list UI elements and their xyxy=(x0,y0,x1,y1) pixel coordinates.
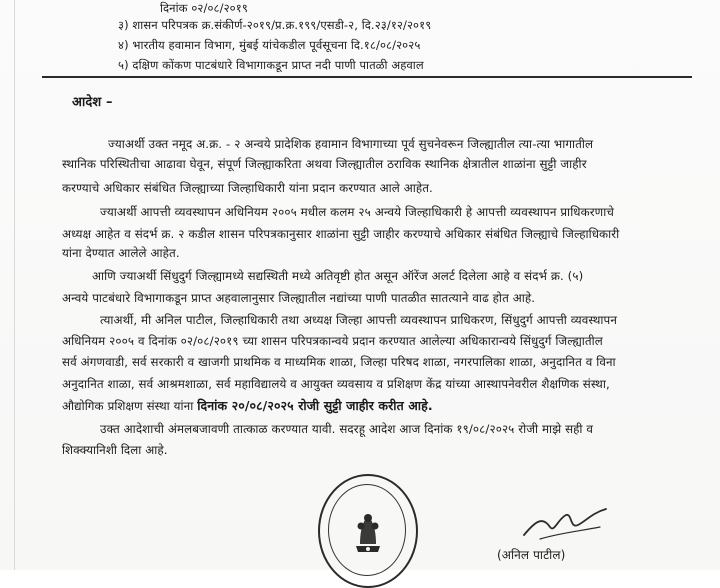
signature-icon xyxy=(520,505,610,545)
signatory-name: (अनिल पाटील) xyxy=(497,548,566,562)
section-divider xyxy=(42,76,692,78)
reference-item-3: ३) शासन परिपत्रक क्र.संकीर्ण-२०१९/प्र.क्र.१९९/एसडी-२, दि.२३/१२/२०१९ xyxy=(118,18,432,32)
reference-item-5: ५) दक्षिण कोंकण पाटबंधारे विभागाकडून प्राप्त नदी पाणी पातळी अहवाल xyxy=(118,58,424,72)
paragraph-line: उक्त आदेशाची अंमलबजावणी तात्काळ करण्यात यावी. सदरहू आदेश आज दिनांक १९/०८/२०२५ रोजी माझे सही व xyxy=(100,422,594,436)
page-edge xyxy=(14,0,15,570)
paragraph-line: सर्व अंगणवाडी, सर्व सरकारी व खाजगी प्राथमिक व माध्यमिक शाळा, जिल्हा परिषद शाळा, नगरपालिका शाळा, अनुदानित व विना xyxy=(62,355,616,369)
paragraph-line: आणि ज्याअर्थी सिंधुदुर्ग जिल्ह्यामध्ये सद्यस्थिती मध्ये अतिवृष्टी होत असून ऑरेंज अलर्ट दिलेला आहे व संदर्भ क्र. (५) xyxy=(92,269,584,283)
national-emblem-icon xyxy=(346,506,390,558)
official-seal xyxy=(318,474,418,588)
paragraph-line: अन्वये पाटबंधारे विभागाकडून प्राप्त अहवालानुसार जिल्ह्यातील नद्यांच्या पाणी पातळीत सातत्याने वाढ होत आहे. xyxy=(62,291,536,305)
paragraph-line: ज्याअर्थी आपत्ती व्यवस्थापन अधिनियम २००५ मधील कलम २५ अन्वये जिल्हाधिकारी हे आपत्ती व्यवस्थापन प्राधिकरणाचे xyxy=(100,205,614,219)
paragraph-line: शिक्क्यानिशी दिला आहे. xyxy=(62,443,168,457)
paragraph-line: अधिनियम २००५ व दिनांक ०२/०८/२०१९ च्या शासन परिपत्रकान्वये प्रदान करण्यात आलेल्या अधिकारान्वये सिंधुदुर्ग जिल्ह्यातील xyxy=(62,334,603,348)
paragraph-line: ज्याअर्थी उक्त नमूद अ.क्र. - २ अन्वये प्रादेशिक हवामान विभागाच्या पूर्व सुचनेवरून जिल्ह्यातील त्या-त्या भागातील xyxy=(108,137,594,151)
paragraph-text: औद्योगिक प्रशिक्षण संस्था यांना xyxy=(62,399,198,413)
paragraph-line: अनुदानित शाळा, सर्व आश्रमशाळा, सर्व महाविद्यालये व आयुक्त व्यवसाय व प्रशिक्षण केंद्र यांच्या आस्थापनेवरील शैक्षणिक संस्था, xyxy=(62,377,610,391)
reference-date: दिनांक ०२/०८/२०१९ xyxy=(160,1,248,15)
paragraph-line: त्याअर्थी, मी अनिल पाटील, जिल्हाधिकारी तथा अध्यक्ष जिल्हा आपत्ती व्यवस्थापन प्राधिकरण, सिंधुदुर्ग आपत्ती व्यवस्थापन xyxy=(100,313,617,327)
order-heading: आदेश – xyxy=(72,95,113,110)
holiday-declaration: दिनांक २०/०८/२०२५ रोजी सुट्टी जाहीर करीत आहे. xyxy=(197,398,433,413)
paragraph-line xyxy=(62,398,433,414)
paragraph-line: स्थानिक परिस्थितीचा आढावा घेवून, संपूर्ण जिल्ह्याकरिता अथवा जिल्ह्यातील ठराविक स्थानिक क्षेत्रातील शाळांना सुट्टी जाहीर xyxy=(62,157,587,171)
reference-item-4: ४) भारतीय हवामान विभाग, मुंबई यांचेकडील पूर्वसूचना दि.१८/०८/२०२५ xyxy=(118,38,421,52)
paragraph-line: अध्यक्ष आहेत व संदर्भ क्र. २ कडील शासन परिपत्रकानुसार शाळांना सुट्टी जाहीर करण्याचे अधिकार संबंधित जिल्ह्याचे जिल्हाधिकारी xyxy=(62,227,620,241)
paragraph-line: करण्याचे अधिकार संबंधित जिल्ह्याच्या जिल्हाधिकारी यांना प्रदान करण्यात आले आहेत. xyxy=(62,181,433,195)
paragraph-line: यांना देण्यात आलेले आहेत. xyxy=(62,246,180,260)
